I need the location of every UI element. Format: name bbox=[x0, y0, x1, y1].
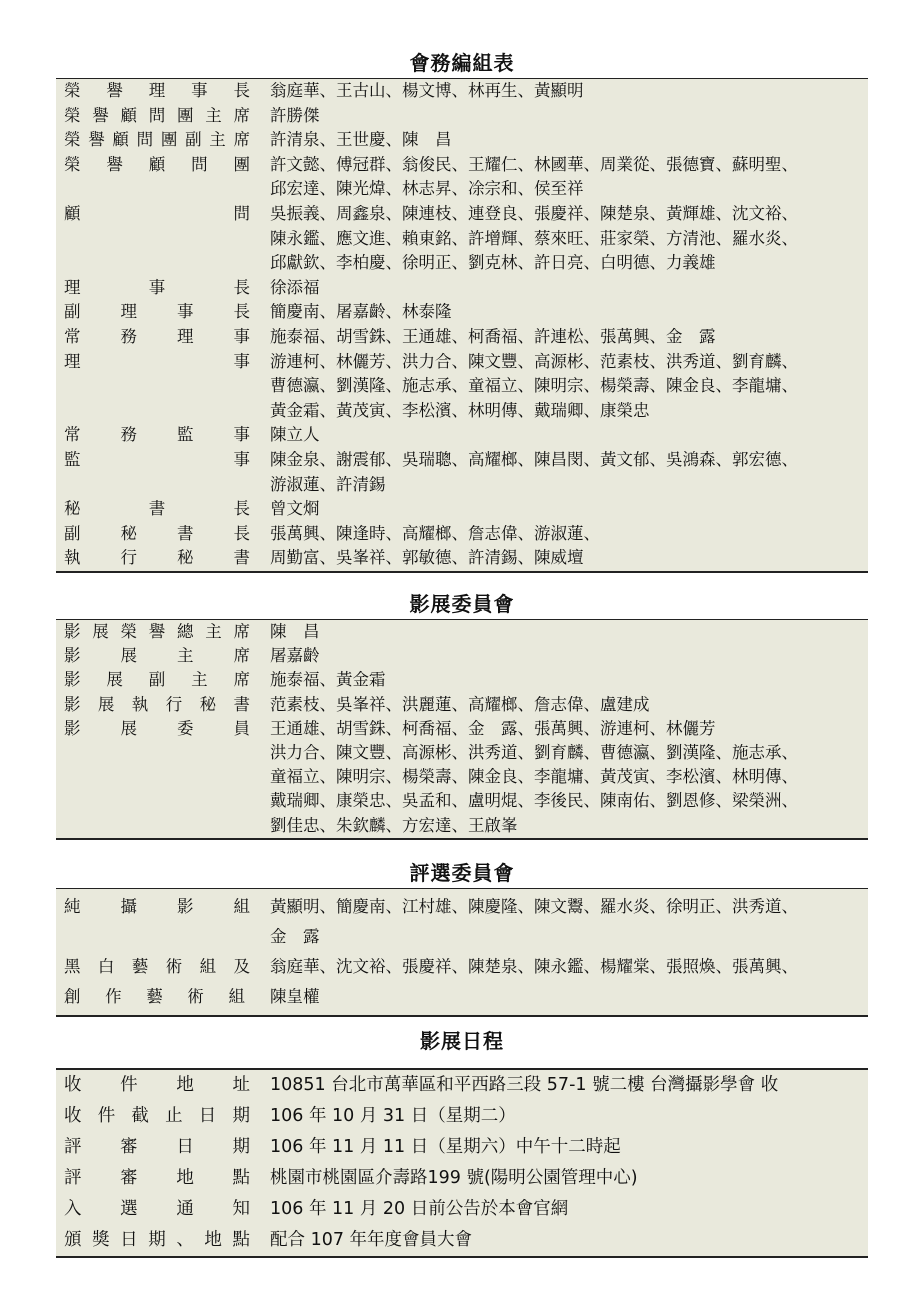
row-label: 榮譽顧問團 bbox=[64, 154, 250, 174]
row-value: 洪力合、陳文豐、高源彬、洪秀道、劉育麟、曹德瀛、劉漢隆、施志承、 bbox=[270, 743, 798, 763]
row-value: 106 年 11 月 20 日前公告於本會官網 bbox=[270, 1199, 569, 1219]
row-label: 收件截止日期 bbox=[64, 1106, 250, 1126]
table-row bbox=[56, 128, 868, 153]
row-value: 施泰福、黃金霜 bbox=[270, 670, 386, 690]
table-row bbox=[56, 104, 868, 129]
table-row bbox=[56, 1194, 868, 1225]
row-value: 配合 107 年年度會員大會 bbox=[270, 1230, 473, 1250]
row-value: 曹德瀛、劉漢隆、施志承、童福立、陳明宗、楊榮壽、陳金良、李龍墉、 bbox=[270, 376, 798, 396]
row-label: 影展榮譽總主席 bbox=[64, 622, 250, 641]
table-row bbox=[56, 546, 868, 572]
table-row bbox=[56, 1132, 868, 1163]
row-value: 游淑蓮、許清錫 bbox=[270, 474, 386, 494]
row-value: 吳振義、周鑫泉、陳連枝、連登良、張慶祥、陳楚泉、黃輝雄、沈文裕、 bbox=[270, 203, 798, 223]
row-value: 黃金霜、黃茂寅、李松濱、林明傳、戴瑞卿、康榮忠 bbox=[270, 400, 650, 420]
table-row bbox=[56, 952, 868, 1016]
row-value: 邱獻欽、李柏慶、徐明正、劉克林、許日亮、白明德、力義雄 bbox=[270, 253, 716, 273]
row-label: 秘書長 bbox=[64, 499, 250, 519]
row-value: 簡慶南、屠嘉齡、林泰隆 bbox=[270, 302, 452, 322]
row-label: 影展執行秘書 bbox=[64, 694, 250, 714]
table-row bbox=[56, 276, 868, 301]
row-label: 理事長 bbox=[64, 277, 250, 297]
table-row bbox=[56, 153, 868, 202]
row-label: 影展副主席 bbox=[64, 670, 250, 690]
row-value: 許清泉、王世慶、陳 昌 bbox=[270, 130, 452, 150]
row-label: 副理事長 bbox=[64, 302, 250, 322]
row-value: 范素枝、吳峯祥、洪麗蓮、高耀榔、詹志偉、盧建成 bbox=[270, 694, 650, 714]
row-label: 顧問 bbox=[64, 203, 250, 223]
section-title: 影展日程 bbox=[420, 1029, 504, 1053]
table-row bbox=[56, 448, 868, 497]
row-value: 翁庭華、沈文裕、張慶祥、陳楚泉、陳永鑑、楊耀棠、張照煥、張萬興、 bbox=[270, 957, 798, 976]
row-value: 106 年 10 月 31 日（星期二） bbox=[270, 1106, 516, 1126]
table-row bbox=[56, 889, 868, 953]
organization-table bbox=[56, 78, 868, 573]
exhibition-committee-table bbox=[56, 619, 868, 840]
table-row bbox=[56, 522, 868, 547]
row-label: 常務監事 bbox=[64, 425, 250, 445]
table-row bbox=[56, 644, 868, 668]
judging-committee-table bbox=[56, 888, 868, 1017]
table-row bbox=[56, 423, 868, 448]
row-value: 10851 台北市萬華區和平西路三段 57-1 號二樓 台灣攝影學會 收 bbox=[270, 1075, 779, 1095]
table-row bbox=[56, 325, 868, 350]
row-value: 劉佳忠、朱欽麟、方宏達、王啟峯 bbox=[270, 815, 518, 835]
row-value: 戴瑞卿、康榮忠、吳孟和、盧明焜、李後民、陳南佑、劉恩修、梁榮洲、 bbox=[270, 791, 798, 811]
row-label: 影展主席 bbox=[64, 646, 250, 666]
row-label: 收件地址 bbox=[64, 1075, 250, 1095]
table-row bbox=[56, 1101, 868, 1132]
row-value: 施泰福、胡雪銖、王通雄、柯喬福、許連松、張萬興、金 露 bbox=[270, 326, 716, 346]
row-label: 執行秘書 bbox=[64, 548, 250, 568]
table-row bbox=[56, 668, 868, 692]
table-row bbox=[56, 1163, 868, 1194]
row-value: 翁庭華、王古山、楊文博、林再生、黃顯明 bbox=[270, 81, 584, 100]
row-label: 評審日期 bbox=[64, 1137, 250, 1157]
table-row bbox=[56, 79, 868, 104]
table-row bbox=[56, 300, 868, 325]
row-label: 榮譽顧問團副主席 bbox=[64, 130, 250, 150]
row-value: 王通雄、胡雪銖、柯喬福、金 露、張萬興、游連柯、林儷芳 bbox=[270, 718, 716, 738]
row-label: 副秘書長 bbox=[64, 523, 250, 543]
row-value: 許文懿、傅冠群、翁俊民、王耀仁、林國華、周業從、張德寶、蘇明聖、 bbox=[270, 154, 798, 174]
row-label: 影展委員 bbox=[64, 718, 250, 738]
row-value: 許勝傑 bbox=[270, 105, 320, 125]
row-value: 陳金泉、謝震郁、吳瑞聰、高耀榔、陳昌閔、黃文郁、吳鴻森、郭宏德、 bbox=[270, 449, 798, 469]
table-row bbox=[56, 1225, 868, 1257]
row-value: 曾文烱 bbox=[270, 499, 320, 519]
section-title: 評選委員會 bbox=[409, 861, 515, 885]
row-label: 純攝影組 bbox=[64, 897, 250, 916]
row-value: 106 年 11 月 11 日（星期六）中午十二時起 bbox=[270, 1137, 621, 1157]
table-row bbox=[56, 202, 868, 276]
row-label: 理事 bbox=[64, 351, 250, 371]
row-value: 陳立人 bbox=[270, 425, 320, 445]
row-value: 桃園市桃園區介壽路199 號(陽明公園管理中心) bbox=[270, 1168, 638, 1188]
row-value: 金 露 bbox=[270, 927, 320, 946]
schedule-table bbox=[56, 1068, 868, 1258]
row-value: 張萬興、陳逢時、高耀榔、詹志偉、游淑蓮、 bbox=[270, 523, 600, 543]
row-value: 童福立、陳明宗、楊榮壽、陳金良、李龍墉、黃茂寅、李松濱、林明傳、 bbox=[270, 767, 798, 787]
row-label: 榮譽顧問團主席 bbox=[64, 105, 250, 125]
row-label: 入選通知 bbox=[64, 1199, 250, 1219]
row-label: 頒獎日期、地點 bbox=[64, 1230, 250, 1250]
row-value: 陳永鑑、應文進、賴東銘、許增輝、蔡來旺、莊家榮、方清池、羅水炎、 bbox=[270, 228, 798, 248]
row-value: 徐添福 bbox=[270, 277, 320, 297]
row-value: 黃顯明、簡慶南、江村雄、陳慶隆、陳文鬻、羅水炎、徐明正、洪秀道、 bbox=[270, 897, 798, 916]
row-value: 邱宏達、陳光煒、林志昇、凃宗和、侯至祥 bbox=[270, 179, 584, 199]
row-label: 評審地點 bbox=[64, 1168, 250, 1188]
table-row bbox=[56, 693, 868, 717]
table-row bbox=[56, 497, 868, 522]
row-value: 陳皇權 bbox=[270, 987, 320, 1006]
row-label: 常務理事 bbox=[64, 326, 250, 346]
table-row bbox=[56, 717, 868, 839]
row-label: 黑白藝術組及 bbox=[64, 957, 250, 976]
row-value: 周勤富、吳峯祥、郭敏德、許清錫、陳威壇 bbox=[270, 548, 584, 568]
table-row bbox=[56, 1069, 868, 1101]
section-title: 影展委員會 bbox=[409, 592, 515, 616]
row-label: 榮譽理事長 bbox=[64, 81, 250, 100]
section-title: 會務編組表 bbox=[409, 51, 515, 75]
row-value: 游連柯、林儷芳、洪力合、陳文豐、高源彬、范素枝、洪秀道、劉育麟、 bbox=[270, 351, 798, 371]
row-label: 監事 bbox=[64, 449, 250, 469]
row-value: 陳 昌 bbox=[270, 622, 320, 641]
table-row bbox=[56, 620, 868, 645]
row-label: 創作藝術組 bbox=[64, 987, 250, 1006]
table-row bbox=[56, 350, 868, 424]
row-value: 屠嘉齡 bbox=[270, 646, 320, 666]
